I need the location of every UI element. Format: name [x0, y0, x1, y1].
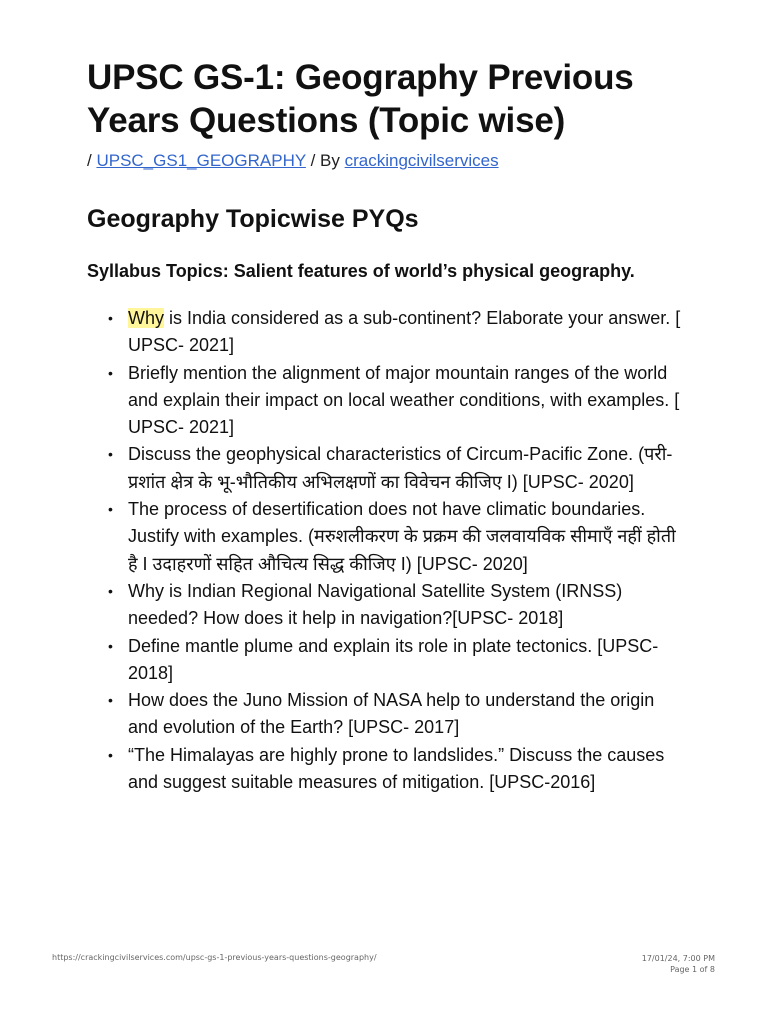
question-text: Briefly mention the alignment of major mountain ranges of the world and explain their impact on local weather conditions, with examples. [ UPSC- 2021]: [128, 362, 680, 438]
question-text: “The Himalayas are highly prone to landslides.” Discuss the causes and suggest suitable measures of mitigation. [UPSC-2016]: [128, 744, 665, 793]
syllabus-topics: Syllabus Topics: Salient features of world’s physical geography.: [87, 261, 635, 281]
question-item: [108, 578, 687, 633]
footer-info: [642, 953, 715, 975]
bullet-icon: •: [108, 310, 113, 326]
footer-url: https://crackingcivilservices.com/upsc-gs-1-previous-years-questions-geography/: [52, 953, 377, 962]
page-title: UPSC GS-1: Geography Previous Years Questions (Topic wise): [87, 58, 634, 140]
author-link[interactable]: crackingcivilservices: [344, 151, 499, 170]
question-item: [108, 360, 687, 442]
highlighted-text: Why: [128, 308, 164, 328]
bullet-icon: •: [108, 364, 113, 381]
meta-prefix: /: [87, 151, 97, 170]
category-link[interactable]: UPSC_GS1_GEOGRAPHY: [96, 151, 306, 170]
meta-by: / By: [305, 151, 345, 170]
bullet-icon: •: [108, 582, 113, 599]
document-page: [87, 56, 687, 796]
bullet-icon: •: [108, 501, 113, 518]
question-text: The process of desertification does not have climatic boundaries. Justify with examples. (मरुशलीकरण के प्रक्रम की जलवायविक सीमाएँ नहीं होती है I उदाहरणों सहित औचित्य सिद्ध कीजिए I) [UPSC- 2020]: [128, 499, 676, 574]
bullet-icon: •: [108, 637, 113, 654]
bullet-icon: •: [108, 746, 113, 763]
question-item: [108, 633, 687, 688]
question-text: Why is Indian Regional Navigational Satellite System (IRNSS) needed? How does it help in navigation?[UPSC- 2018]: [128, 580, 623, 629]
question-text: Define mantle plume and explain its role in plate tectonics. [UPSC- 2018]: [128, 635, 659, 683]
bullet-icon: •: [108, 446, 113, 463]
question-item: [108, 305, 687, 360]
question-item: [108, 687, 687, 742]
section-heading: Geography Topicwise PYQs: [87, 205, 419, 233]
question-item: [108, 742, 687, 797]
question-text: How does the Juno Mission of NASA help to understand the origin and evolution of the Earth? [UPSC- 2017]: [128, 690, 655, 738]
question-text: is India considered as a sub-continent? Elaborate your answer. [ UPSC- 2021]: [128, 308, 681, 356]
question-item: [108, 496, 687, 578]
footer-datetime: 17/01/24, 7:00 PM: [641, 954, 715, 963]
question-item: [108, 441, 687, 496]
question-list: [87, 305, 687, 796]
footer-page-number: Page 1 of 8: [670, 965, 715, 974]
post-meta: [87, 149, 687, 173]
bullet-icon: •: [108, 692, 113, 709]
question-text: Discuss the geophysical characteristics of Circum-Pacific Zone. (परी-प्रशांत क्षेत्र के भू-भौतिकीय अभिलक्षणों का विवेचन कीजिए I) [UPSC- 2020]: [128, 444, 673, 492]
